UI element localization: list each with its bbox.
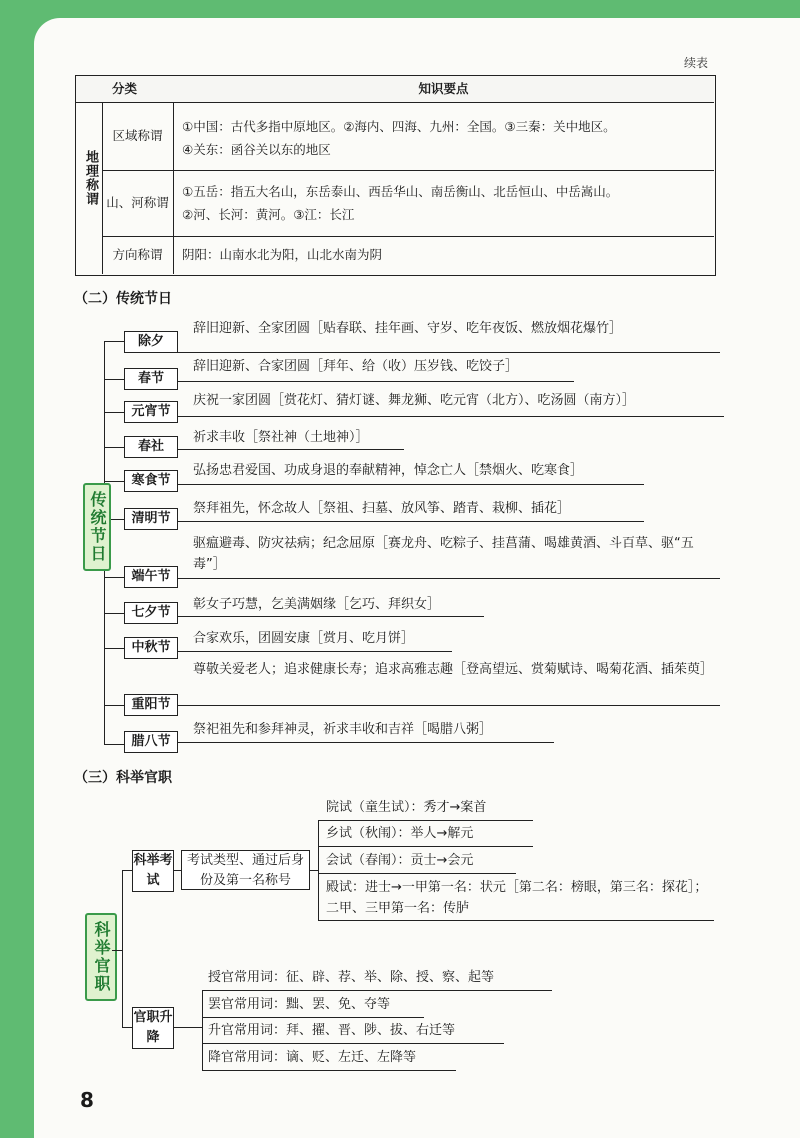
festivals-section-title: （二）传统节日	[74, 291, 172, 307]
festival-desc-1: 辞旧迎新、合家团圆［拜年、给（收）压岁钱、吃饺子］	[193, 359, 519, 374]
festival-desc-10: 祭祀祖先和参拜神灵，祈求丰收和吉祥［喝腊八粥］	[193, 722, 493, 737]
exam-item-2: 会试（春闱）：贡士→会元	[326, 853, 474, 868]
exam-item-0: 院试（童生试）：秀才→案首	[326, 800, 487, 815]
office-item-0: 授官常用词：征、辟、荐、举、除、授、察、起等	[208, 970, 495, 985]
office-item-3: 降官常用词：谪、贬、左迁、左降等	[208, 1050, 417, 1065]
festival-desc-2: 庆祝一家团圆［赏花灯、猜灯谜、舞龙狮、吃元宵（北方）、吃汤圆（南方）］	[193, 393, 636, 408]
festival-name-8: 中秋节	[124, 637, 178, 659]
group-label-geo: 地理称谓	[83, 150, 98, 206]
festival-desc-6: 驱瘟避毒、防灾祛病；纪念屈原［赛龙舟、吃粽子、挂菖蒲、喝雄黄酒、斗百草、驱“五毒”］	[193, 536, 694, 572]
festival-name-5: 清明节	[124, 508, 178, 530]
festival-name-4: 寒食节	[124, 470, 178, 492]
exam-item-3: 殿试：进士→一甲第一名：状元［第二名：榜眼，第三名：探花］；二甲、三甲第一名：传胪	[326, 880, 708, 916]
geo-table	[75, 75, 716, 276]
col-header-category: 分类	[76, 76, 173, 102]
festival-name-1: 春节	[124, 368, 178, 390]
continuation-label: 续表	[684, 56, 709, 70]
office-item-1: 罢官常用词：黜、罢、免、夺等	[208, 997, 391, 1012]
row-text-region: ①中国：古代多指中原地区。②海内、四海、九州：全国。③三秦：关中地区。 ④关东：函谷关以东的地区	[182, 119, 616, 157]
festival-desc-5: 祭拜祖先，怀念故人［祭祖、扫墓、放风筝、踏青、栽柳、插花］	[193, 501, 571, 516]
row-name-direction: 方向称谓	[112, 247, 163, 262]
festival-desc-3: 祈求丰收［祭社神（土地神）］	[193, 430, 369, 445]
festival-name-10: 腊八节	[124, 731, 178, 753]
office-label: 官职升降	[132, 1007, 174, 1049]
festival-desc-7: 彰女子巧慧，乞美满姻缘［乞巧、拜织女］	[193, 597, 441, 612]
festival-name-9: 重阳节	[124, 694, 178, 716]
keju-section-title: （三）科举官职	[74, 770, 172, 786]
col-header-points: 知识要点	[173, 76, 714, 102]
row-text-direction: 阴阳：山南水北为阳，山北水南为阴	[182, 247, 383, 262]
festival-name-2: 元宵节	[124, 401, 178, 423]
row-name-mountain-river: 山、河称谓	[106, 195, 169, 210]
festival-desc-9: 尊敬关爱老人；追求健康长寿；追求高雅志趣［登高望远、赏菊赋诗、喝菊花酒、插茱萸］	[193, 662, 714, 677]
exam-item-1: 乡试（秋闱）：举人→解元	[326, 826, 474, 841]
festival-desc-4: 弘扬忠君爱国、功成身退的奉献精神，悼念亡人［禁烟火、吃寒食］	[193, 463, 584, 478]
row-name-region: 区域称谓	[112, 128, 163, 143]
festival-name-0: 除夕	[124, 331, 178, 353]
festival-desc-0: 辞旧迎新、全家团圆［贴春联、挂年画、守岁、吃年夜饭、燃放烟花爆竹］	[193, 321, 623, 336]
exam-label: 科举考试	[132, 850, 174, 892]
festival-name-3: 春社	[124, 436, 178, 458]
festival-name-6: 端午节	[124, 566, 178, 588]
page-number: 8	[80, 1088, 94, 1112]
festival-name-7: 七夕节	[124, 602, 178, 624]
festivals-root-label: 传统节日	[83, 483, 111, 571]
festival-desc-8: 合家欢乐，团圆安康［赏月、吃月饼］	[193, 631, 415, 646]
row-text-mountain-river: ①五岳：指五大名山，东岳泰山、西岳华山、南岳衡山、北岳恒山、中岳嵩山。 ②河、长河：黄河。③江：长江	[182, 184, 619, 222]
exam-subbox: 考试类型、通过后身份及第一名称号	[181, 850, 310, 890]
keju-root-label: 科举官职	[85, 913, 117, 1001]
office-item-2: 升官常用词：拜、擢、晋、陟、拔、右迁等	[208, 1023, 456, 1038]
